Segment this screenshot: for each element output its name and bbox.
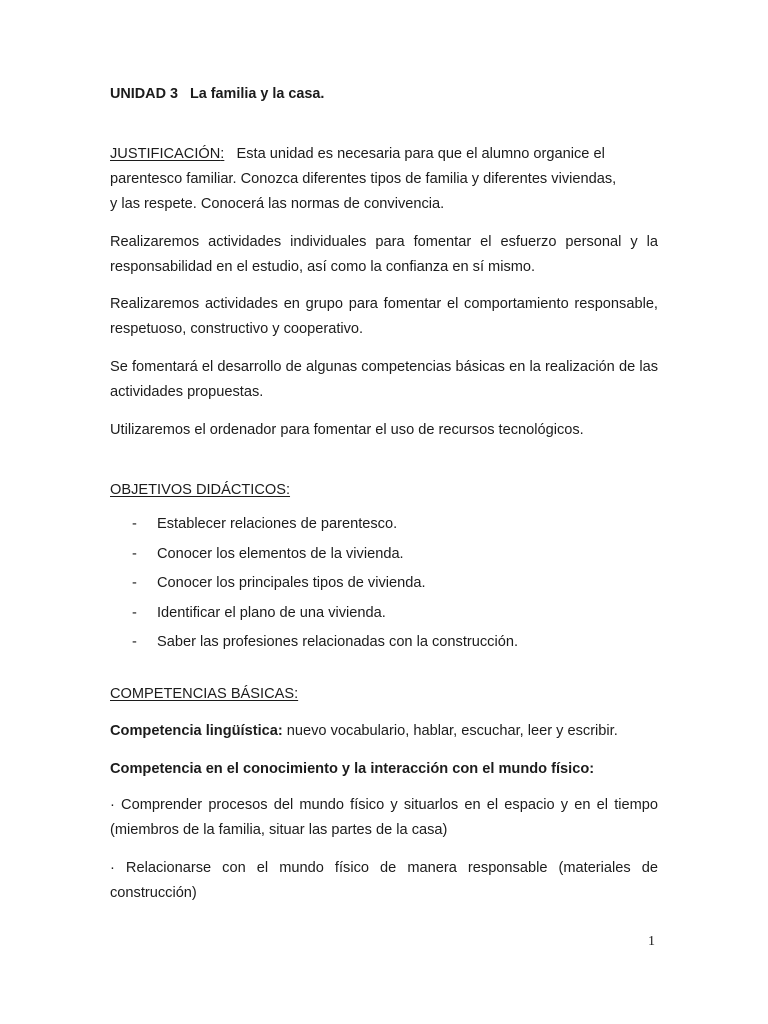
list-bullet: -: [132, 634, 137, 650]
list-item: [110, 630, 658, 660]
justificacion-line-1-text: Esta unidad es necesaria para que el alumno organice el: [236, 146, 605, 162]
justificacion-label: JUSTIFICACIÓN: [110, 146, 221, 162]
list-item-text: Conocer los principales tipos de vivienda.: [157, 575, 426, 591]
justificacion-paragraph-3: Realizaremos actividades en grupo para fomentar el comportamiento responsable, respetuoso, constructivo y cooperativo.: [110, 296, 658, 337]
justificacion-line-2: parentesco familiar. Conozca diferentes tipos de familia y diferentes viviendas,: [110, 171, 617, 187]
competencias-label: COMPETENCIAS BÁSICAS:: [110, 686, 299, 702]
list-item-text: Conocer los elementos de la vivienda.: [157, 545, 404, 562]
justificacion-paragraph-1: [110, 142, 658, 217]
list-bullet: -: [132, 545, 137, 562]
list-item: [110, 571, 658, 601]
justificacion-colon: :: [220, 146, 225, 162]
unit-heading: [110, 82, 658, 107]
competencia-linguistica-label: Competencia lingüística:: [110, 723, 283, 739]
objetivos-list: [110, 512, 658, 660]
justificacion-line-3: y las respete. Conocerá las normas de convivencia.: [110, 196, 445, 212]
justificacion-paragraph-5: Utilizaremos el ordenador para fomentar el uso de recursos tecnológicos.: [110, 422, 584, 438]
page-number: 1: [648, 934, 655, 949]
objetivos-heading: [110, 478, 658, 503]
competencia-linguistica: [110, 719, 658, 744]
competencia-fisico-item-2: · Relacionarse con el mundo físico de manera responsable (materiales de construcción): [110, 860, 658, 901]
unit-title: La familia y la casa.: [189, 86, 325, 102]
competencia-fisico-heading: Competencia en el conocimiento y la interacción con el mundo físico:: [110, 761, 595, 777]
list-item-text: Identificar el plano de una vivienda.: [157, 604, 386, 621]
objetivos-label: OBJETIVOS DIDÁCTICOS:: [110, 482, 291, 498]
list-bullet: -: [132, 604, 137, 621]
justificacion-paragraph-2: Realizaremos actividades individuales para fomentar el esfuerzo personal y la responsabilidad en el estudio, así como la confianza en sí mismo.: [110, 234, 658, 275]
list-item-text: Saber las profesiones relacionadas con la construcción.: [157, 634, 518, 650]
list-item: [110, 601, 658, 631]
unit-label: UNIDAD 3: [110, 86, 178, 102]
justificacion-paragraph-4: Se fomentará el desarrollo de algunas competencias básicas en la realización de las actividades propuestas.: [110, 359, 658, 400]
justificacion-line-1: [110, 142, 658, 167]
competencia-fisico-item-1: · Comprender procesos del mundo físico y situarlos en el espacio y en el tiempo (miembros de la familia, situar las partes de la casa): [110, 797, 658, 838]
list-bullet: -: [132, 516, 137, 532]
competencia-linguistica-text: nuevo vocabulario, hablar, escuchar, leer y escribir.: [282, 723, 618, 739]
list-bullet: -: [132, 575, 137, 591]
competencias-heading: [110, 682, 658, 707]
list-item: [110, 512, 658, 542]
list-item-text: Establecer relaciones de parentesco.: [157, 516, 398, 532]
list-item: [110, 542, 658, 572]
